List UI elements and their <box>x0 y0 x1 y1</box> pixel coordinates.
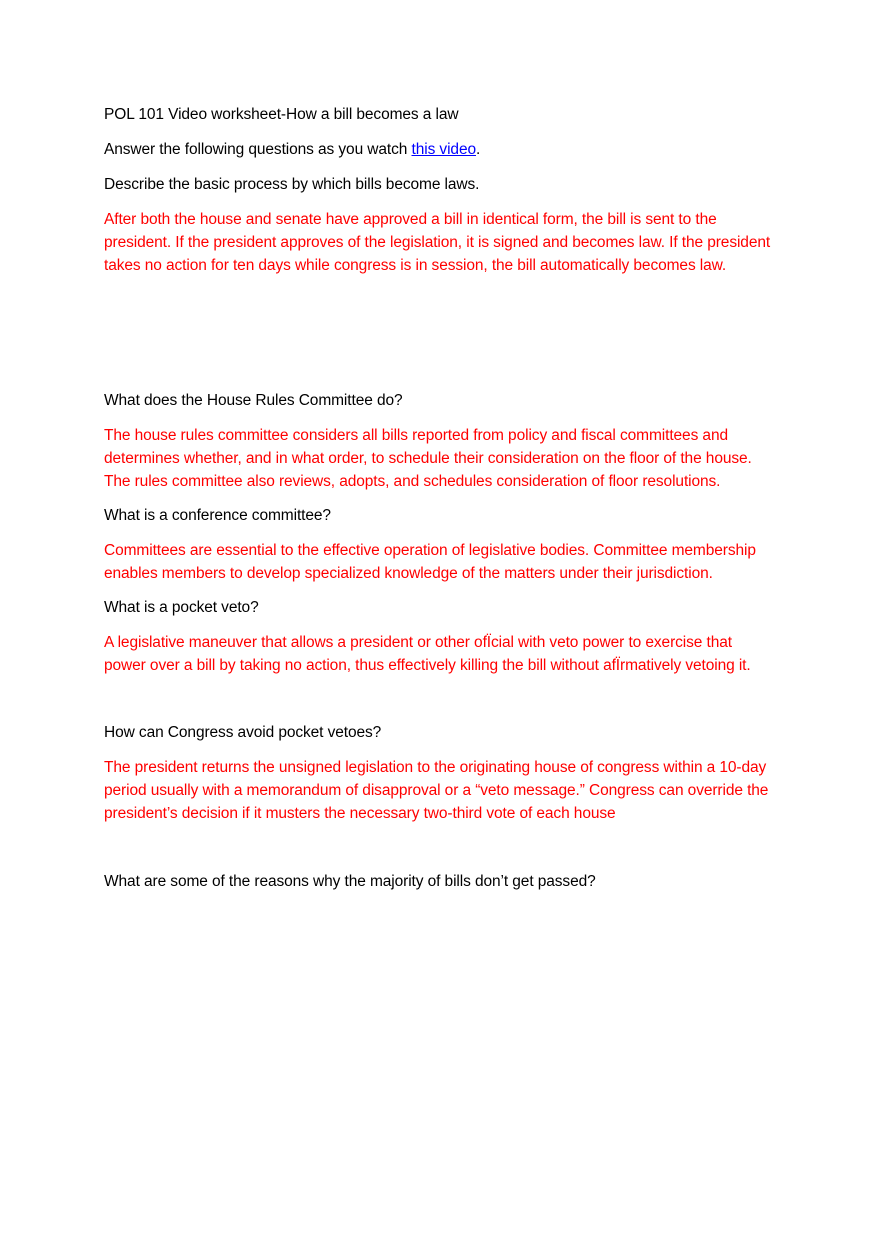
answer-3: Committees are essential to the effective operation of legislative bodies. Committee membership enables members to develop specialized knowledge of the matters under their jurisdiction. <box>104 542 756 582</box>
answer-4: A legislative maneuver that allows a president or other ofÏcial with veto power to exercise that power over a bill by taking no action, thus effectively killing the bill without afÏrmatively vetoing it. <box>104 634 751 674</box>
video-link[interactable]: this video <box>411 141 476 158</box>
blank-space <box>104 677 776 721</box>
question-6: What are some of the reasons why the majority of bills don’t get passed? <box>104 873 596 890</box>
blank-space <box>104 825 776 870</box>
question-3: What is a conference committee? <box>104 507 331 524</box>
answer-1: After both the house and senate have approved a bill in identical form, the bill is sent to the president. If the president approves of the legislation, it is signed and becomes law. If the president takes no action for ten days while congress is in session, the bill automatically becomes law. <box>104 211 771 274</box>
answer-5: The president returns the unsigned legislation to the originating house of congress within a 10-day period usually with a memorandum of disapproval or a “veto message.” Congress can override the president’s decision if it musters the necessary two-third vote of each house <box>104 759 769 822</box>
intro-prefix: Answer the following questions as you watch <box>104 141 412 158</box>
intro-line <box>104 138 776 161</box>
answer-2: The house rules committee considers all bills reported from policy and fiscal committees and determines whether, and in what order, to schedule their consideration on the floor of the house. The rules committee also reviews, adopts, and schedules consideration of floor resolutions. <box>104 427 752 490</box>
question-4: What is a pocket veto? <box>104 599 259 616</box>
question-2: What does the House Rules Committee do? <box>104 392 403 409</box>
document-title: POL 101 Video worksheet-How a bill becomes a law <box>104 106 459 123</box>
question-5: How can Congress avoid pocket vetoes? <box>104 724 382 741</box>
question-1: Describe the basic process by which bills become laws. <box>104 176 480 193</box>
blank-space <box>104 277 776 389</box>
document-body <box>104 103 776 893</box>
intro-suffix: . <box>475 141 481 158</box>
